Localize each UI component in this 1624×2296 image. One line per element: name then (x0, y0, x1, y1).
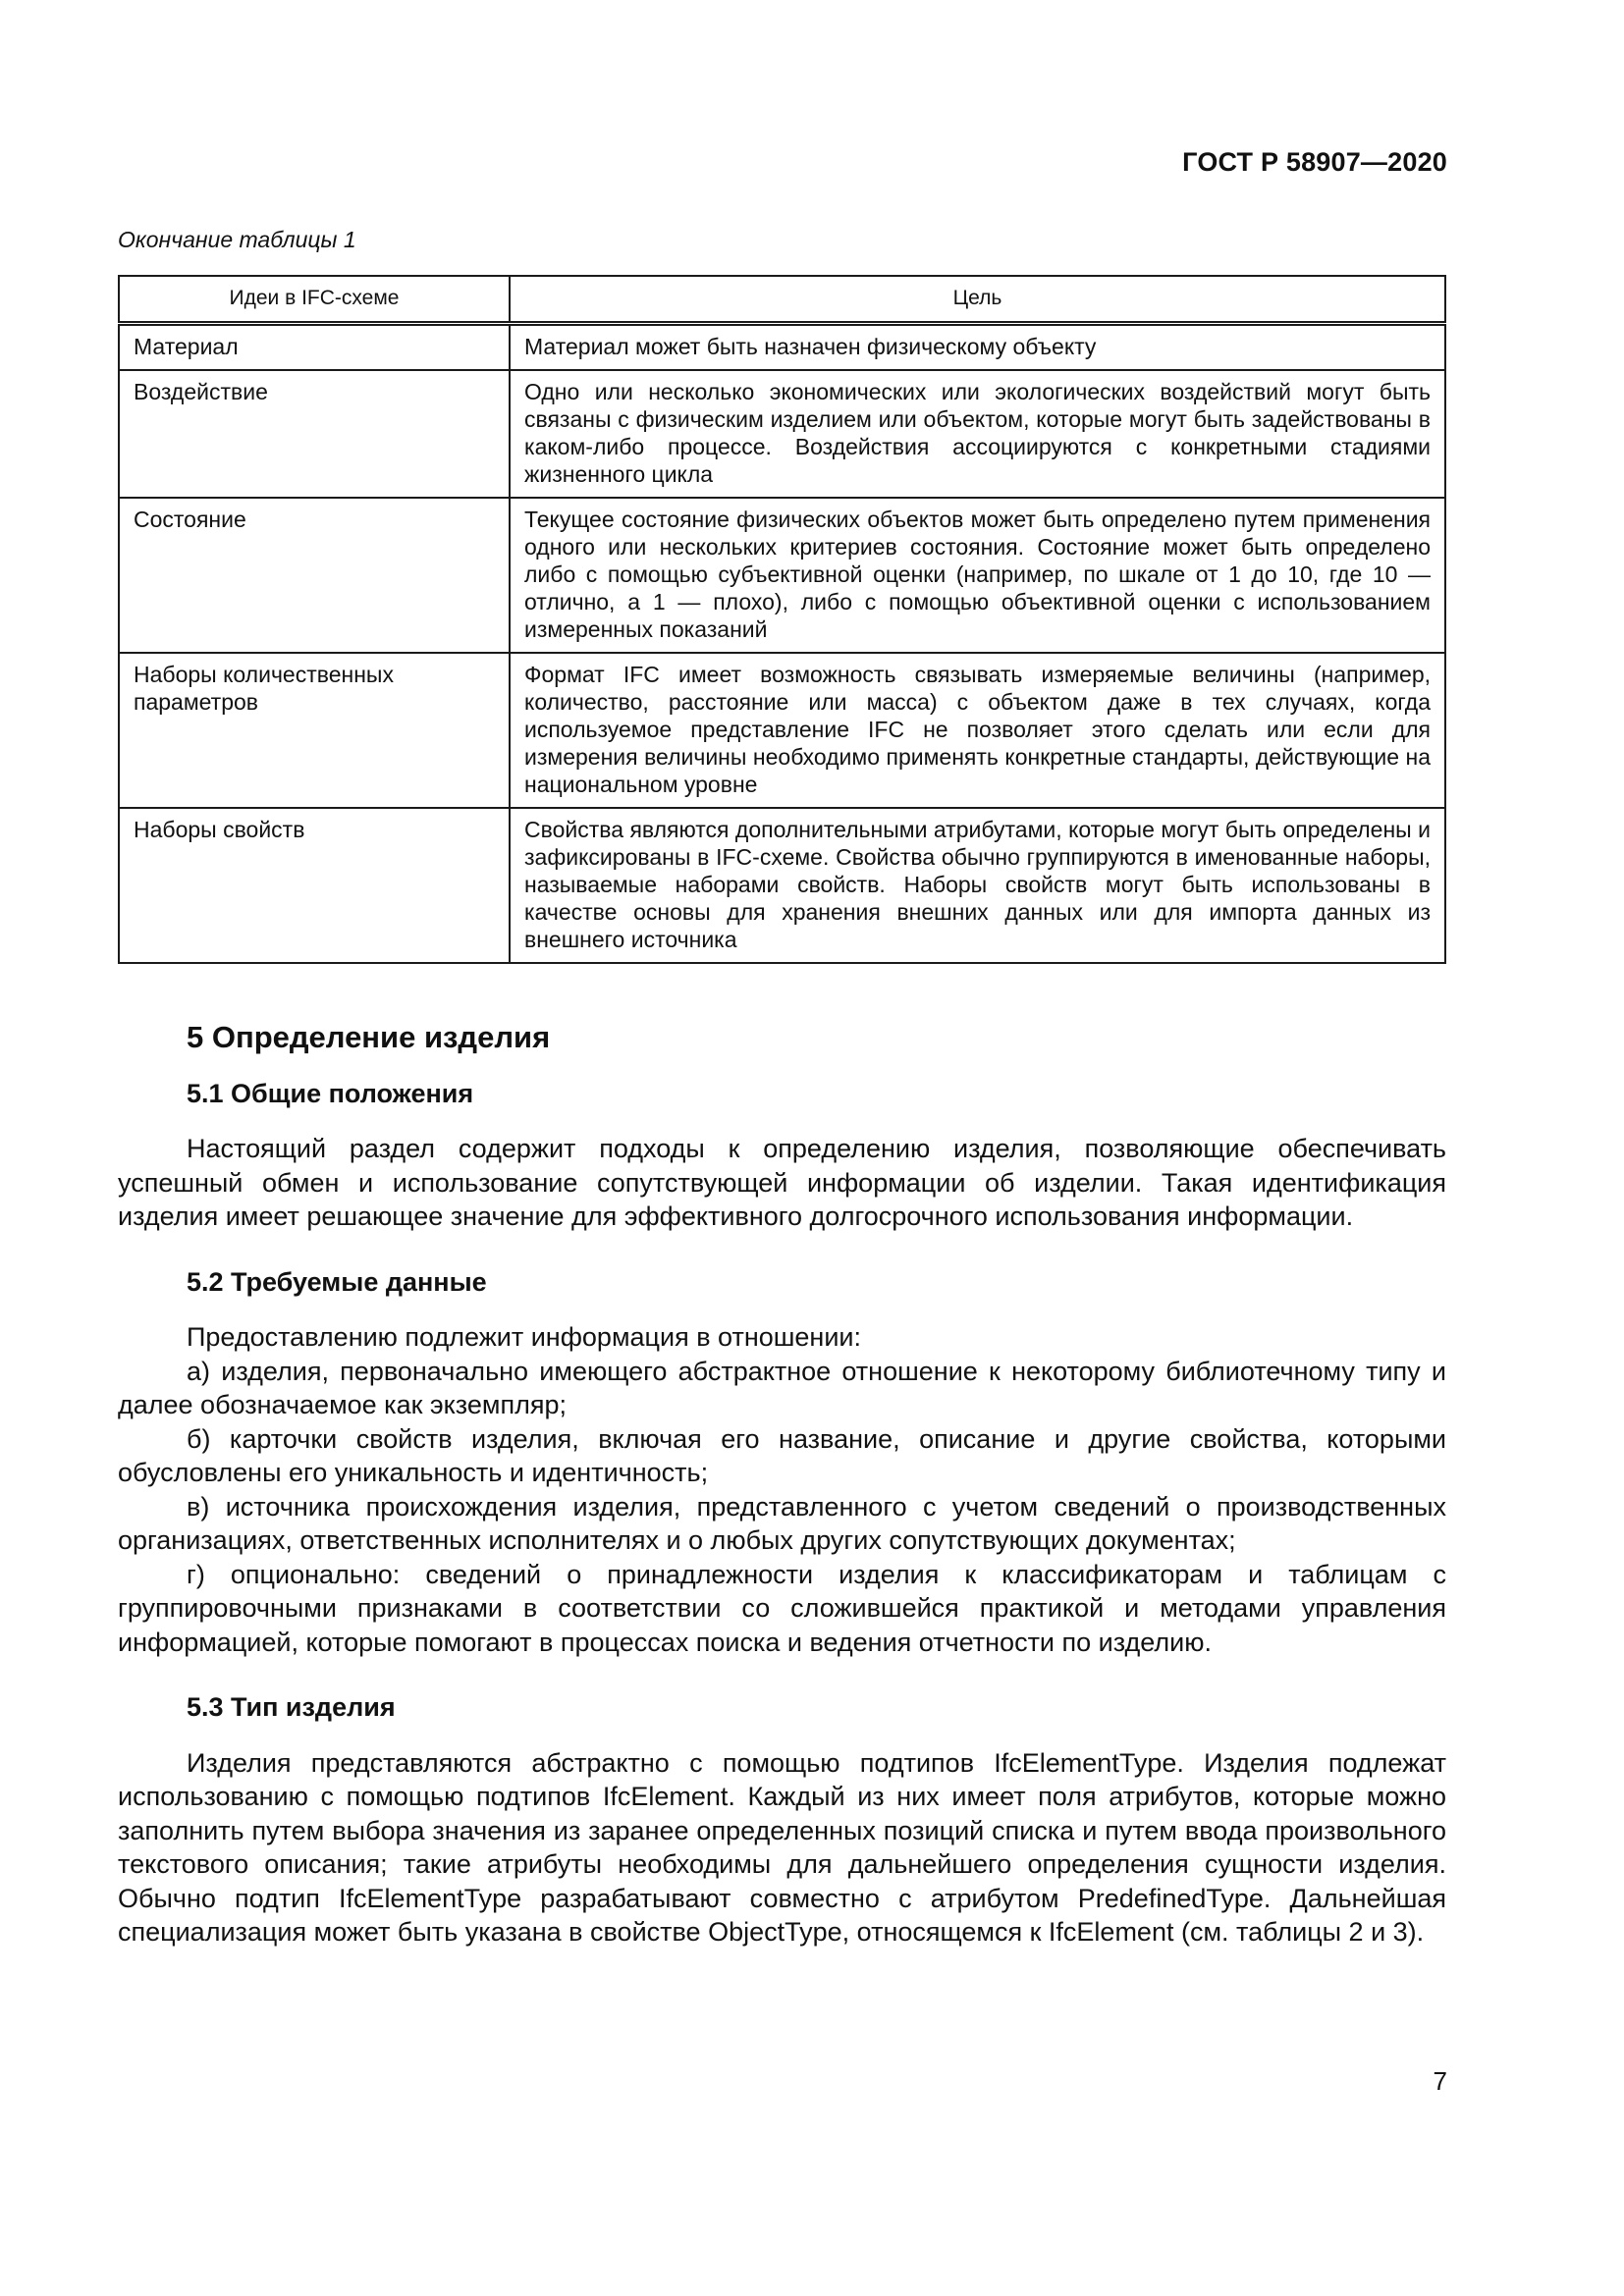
table-header-row (119, 276, 1445, 324)
table-row (119, 653, 1445, 808)
row-purpose-cell: Материал может быть назначен физическому объекту (510, 324, 1445, 371)
table-row (119, 808, 1445, 963)
row-idea-cell: Воздействие (119, 370, 510, 498)
subsection-5-3-title: 5.3 Тип изделия (187, 1692, 396, 1722)
list-item: а) изделия, первоначально имеющего абстрактное отношение к некоторому библиотечному типу и далее обозначаемое как экземпляр; (118, 1356, 1446, 1419)
subsection-5-1-title: 5.1 Общие положения (187, 1078, 474, 1108)
table-row (119, 370, 1445, 498)
list-item: г) опционально: сведений о принадлежности изделия к классификаторам и таблицам с группировочными признаками в соответствии со сложившейся практикой и методами управления информацией, которые помогают в процессах поиска и ведения отчетности по изделию. (118, 1559, 1446, 1657)
document-standard-header: ГОСТ Р 58907—2020 (1182, 147, 1447, 177)
list-item: б) карточки свойств изделия, включая его название, описание и другие свойства, которыми обусловлены его уникальность и идентичность; (118, 1423, 1446, 1487)
row-idea-cell: Состояние (119, 498, 510, 653)
table-row (119, 324, 1445, 371)
table-row (119, 498, 1445, 653)
section-5-body (118, 1021, 1446, 1981)
subsection-5-1 (118, 1077, 1446, 1234)
row-idea-cell: Наборы свойств (119, 808, 510, 963)
subsection-5-2-title: 5.2 Требуемые данные (187, 1266, 487, 1297)
subsection-5-3 (118, 1690, 1446, 1949)
column-header-idea: Идеи в IFC-схеме (119, 276, 510, 324)
list-item: в) источника происхождения изделия, представленного с учетом сведений о производственных организациях, ответственных исполнителях и о любых других сопутствующих документах; (118, 1491, 1446, 1555)
row-purpose-cell: Формат IFC имеет возможность связывать измеряемые величины (например, количество, расстояние или масса) с объектом даже в тех случаях, когда используемое представление IFC не позволяет этого сделать или если для измерения величины необходимо применять конкретные стандарты, действующие на национальном уровне (510, 653, 1445, 808)
ifc-ideas-table (118, 275, 1446, 964)
paragraph: Предоставлению подлежит информация в отношении: (187, 1322, 862, 1352)
section-5-title: 5 Определение изделия (187, 1020, 551, 1054)
page-number: 7 (1433, 2066, 1447, 2096)
subsection-5-2 (118, 1265, 1446, 1660)
row-purpose-cell: Одно или несколько экономических или экологических воздействий могут быть связаны с физическим изделием или объектом, которые могут быть задействованы в каком-либо процессе. Воздействия ассоциируются с конкретными стадиями жизненного цикла (510, 370, 1445, 498)
paragraph: Настоящий раздел содержит подходы к определению изделия, позволяющие обеспечивать успешный обмен и использование сопутствующей информации об изделии. Такая идентификация изделия имеет решающее значение для эффективного долгосрочного использования информации. (118, 1134, 1446, 1231)
column-header-purpose: Цель (510, 276, 1445, 324)
row-purpose-cell: Текущее состояние физических объектов может быть определено путем применения одного или нескольких критериев состояния. Состояние может быть определено либо с помощью субъективной оценки (например, по шкале от 1 до 10, где 10 — отлично, а 1 — плохо), либо с помощью объективной оценки с использованием измеренных показаний (510, 498, 1445, 653)
paragraph: Изделия представляются абстрактно с помощью подтипов IfcElementType. Изделия подлежат использованию с помощью подтипов IfcElement. Каждый из них имеет поля атрибутов, которые можно заполнить путем выбора значения из заранее определенных позиций списка и путем ввода произвольного текстового описания; такие атрибуты необходимы для дальнейшего определения сущности изделия. Обычно подтип IfcElementType разрабатывают совместно с атрибутом PredefinedType. Дальнейшая специализация может быть указана в свойстве ObjectType, относящемся к IfcElement (см. таблицы 2 и 3). (118, 1747, 1446, 1947)
row-idea-cell: Наборы количественных параметров (119, 653, 510, 808)
table-caption: Окончание таблицы 1 (118, 227, 356, 252)
row-purpose-cell: Свойства являются дополнительными атрибутами, которые могут быть определены и зафиксированы в IFC-схеме. Свойства обычно группируются в именованные наборы, называемые наборами свойств. Наборы свойств могут быть использованы в качестве основы для хранения внешних данных или для импорта данных из внешнего источника (510, 808, 1445, 963)
row-idea-cell: Материал (119, 324, 510, 371)
